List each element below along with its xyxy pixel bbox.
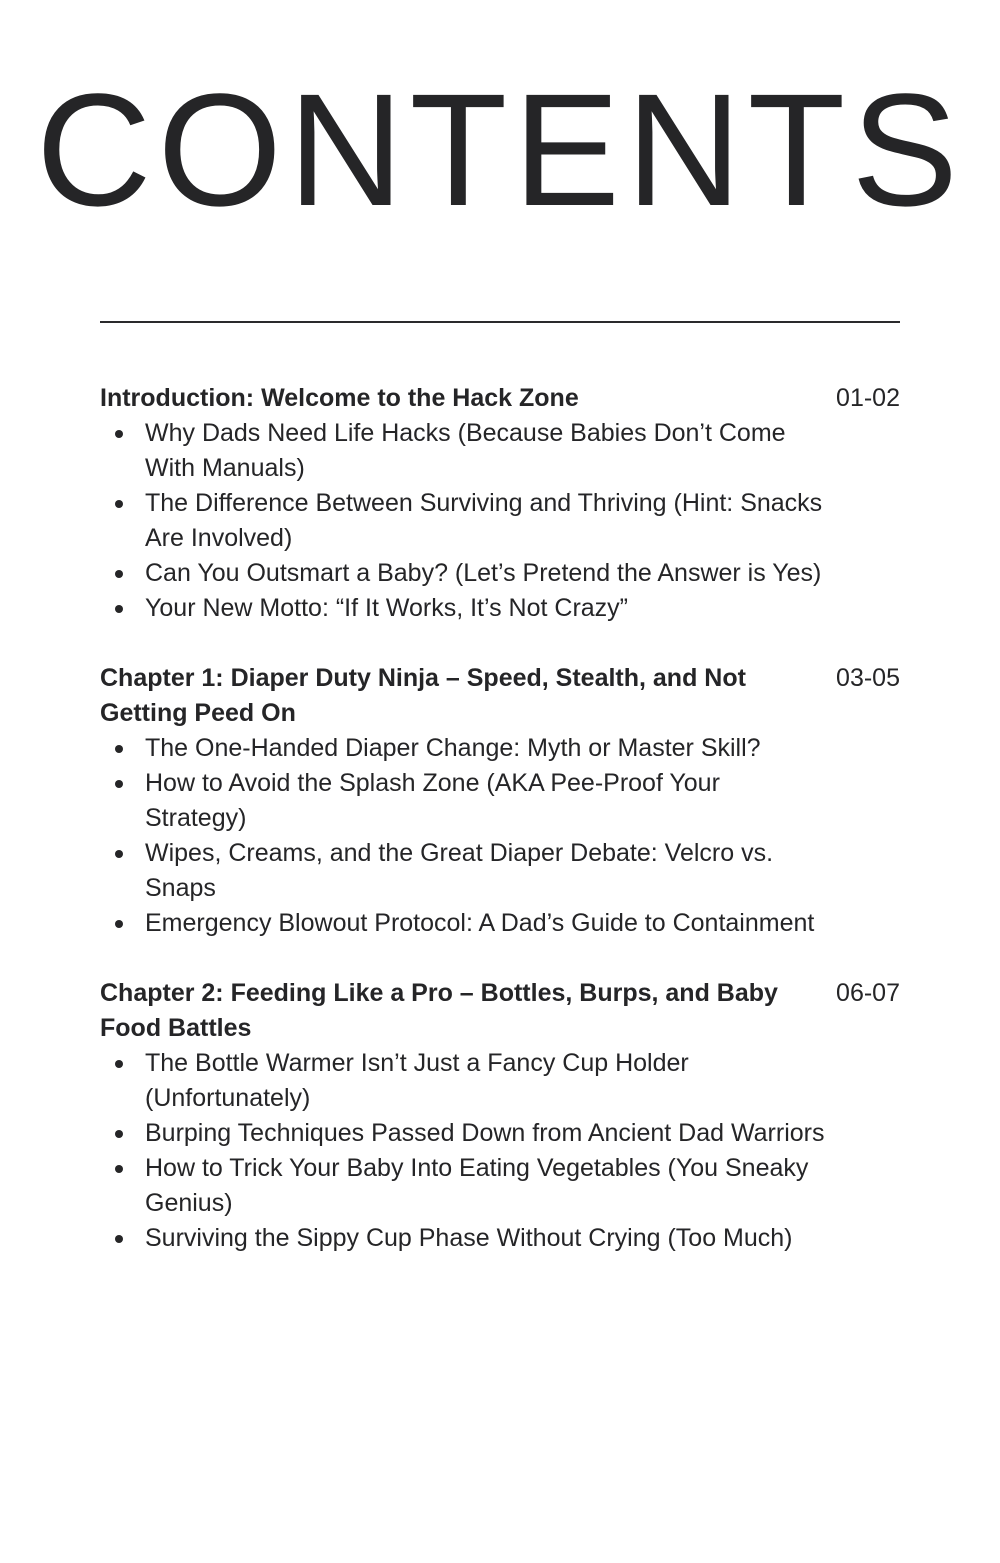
list-item-text: The Difference Between Surviving and Thriving (Hint: Snacks Are Involved) (145, 489, 823, 552)
list-item (100, 906, 825, 941)
list-item (100, 1221, 825, 1256)
list-item (100, 591, 825, 626)
bullet-icon (115, 745, 123, 753)
list-item-text: Why Dads Need Life Hacks (Because Babies Don’t Come With Manuals) (145, 419, 786, 482)
section-heading (100, 976, 900, 1046)
title-divider (100, 321, 900, 323)
list-item-text: The Bottle Warmer Isn’t Just a Fancy Cup Holder (Unfortunately) (145, 1049, 689, 1112)
section-topic-list (100, 416, 900, 626)
section-title: Chapter 2: Feeding Like a Pro – Bottles, Burps, and Baby Food Battles (100, 979, 778, 1042)
list-item (100, 731, 865, 766)
list-item (100, 416, 825, 486)
bullet-icon (115, 780, 123, 788)
bullet-icon (115, 500, 123, 508)
bullet-icon (115, 570, 123, 578)
list-item (100, 1116, 825, 1151)
toc-section-chapter-1 (100, 661, 900, 941)
bullet-icon (115, 605, 123, 613)
list-item (100, 766, 825, 836)
toc-section-chapter-2 (100, 976, 900, 1256)
list-item (100, 556, 825, 591)
bullet-icon (115, 1165, 123, 1173)
bullet-icon (115, 1060, 123, 1068)
section-topic-list (100, 1046, 900, 1256)
list-item-text: Wipes, Creams, and the Great Diaper Debate: Velcro vs. Snaps (145, 839, 774, 902)
list-item-text: Emergency Blowout Protocol: A Dad’s Guide to Containment (145, 909, 815, 937)
list-item-text: How to Trick Your Baby Into Eating Vegetables (You Sneaky Genius) (145, 1154, 809, 1217)
list-item-text: Can You Outsmart a Baby? (Let’s Pretend the Answer is Yes) (145, 559, 822, 587)
list-item (100, 836, 825, 906)
list-item-text: Surviving the Sippy Cup Phase Without Crying (Too Much) (145, 1224, 793, 1252)
section-page-range: 06-07 (836, 979, 900, 1007)
page-title: CONTENTS (36, 60, 964, 239)
section-topic-list (100, 731, 900, 941)
bullet-icon (115, 920, 123, 928)
list-item-text: The One-Handed Diaper Change: Myth or Master Skill? (145, 734, 761, 762)
table-of-contents (100, 381, 900, 1291)
list-item-text: Burping Techniques Passed Down from Ancient Dad Warriors (145, 1119, 825, 1147)
list-item-text: How to Avoid the Splash Zone (AKA Pee-Proof Your Strategy) (145, 769, 720, 832)
bullet-icon (115, 1235, 123, 1243)
list-item-text: Your New Motto: “If It Works, It’s Not Crazy” (145, 594, 628, 622)
bullet-icon (115, 430, 123, 438)
list-item (100, 1046, 825, 1116)
bullet-icon (115, 850, 123, 858)
section-title: Chapter 1: Diaper Duty Ninja – Speed, Stealth, and Not Getting Peed On (100, 664, 746, 727)
section-page-range: 03-05 (836, 664, 900, 692)
list-item (100, 486, 825, 556)
section-heading (100, 381, 900, 416)
bullet-icon (115, 1130, 123, 1138)
list-item (100, 1151, 825, 1221)
section-page-range: 01-02 (836, 384, 900, 412)
section-title: Introduction: Welcome to the Hack Zone (100, 384, 579, 412)
section-heading (100, 661, 900, 731)
toc-section-introduction (100, 381, 900, 626)
